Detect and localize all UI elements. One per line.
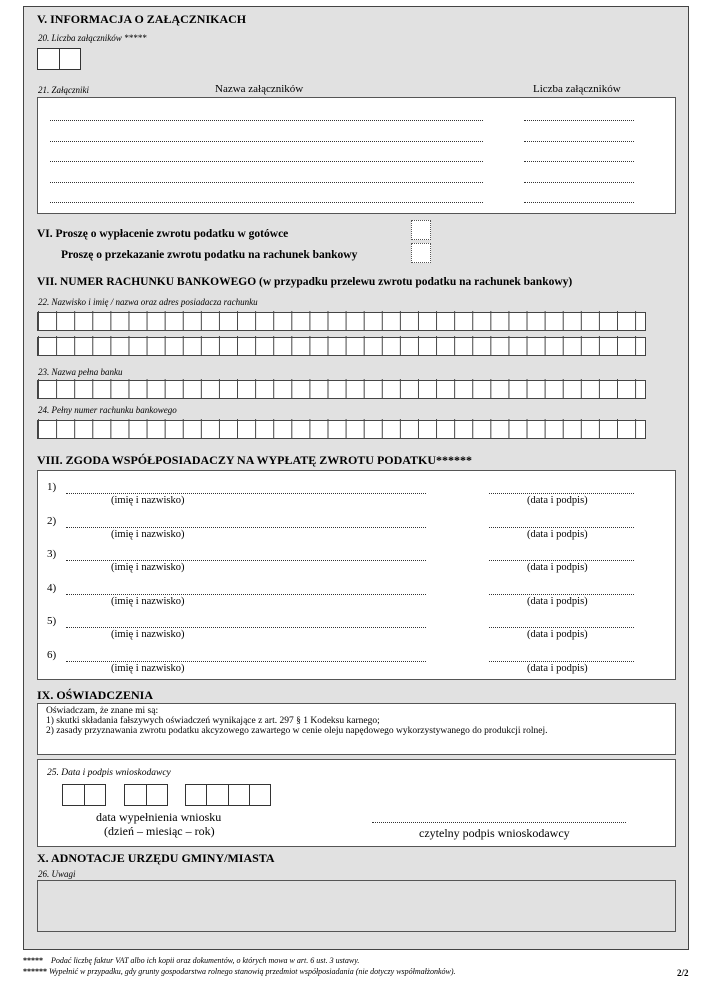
co-owner-signature-line[interactable] (489, 661, 634, 662)
co-owner-number: 6) (47, 648, 57, 661)
section-v-title: V. INFORMACJA O ZAŁĄCZNIKACH (37, 12, 247, 26)
co-owner-name-caption: (imię i nazwisko) (111, 495, 185, 506)
footnote-6-marker: ****** (23, 967, 47, 976)
cash-refund-label: VI. Proszę o wypłacenie zwrotu podatku w gotówce (37, 228, 289, 240)
page-number: 2/2 (677, 968, 689, 978)
footnote-6-text: Wypełnić w przypadku, gdy grunty gospodarstwa rolnego stanowią przedmiot współposiadania (nie dotyczy współmałżonków). (49, 967, 456, 976)
co-owner-name-line[interactable] (66, 627, 426, 628)
co-owner-signature-line[interactable] (489, 527, 634, 528)
co-owner-sign-caption: (data i podpis) (527, 629, 588, 640)
applicant-signature-line[interactable] (372, 822, 626, 823)
footnote-5 (23, 956, 359, 965)
col-attachment-name: Nazwa załączników (215, 83, 304, 95)
co-owner-number: 3) (47, 548, 57, 560)
field-20-label: 20. Liczba załączników ***** (38, 33, 147, 43)
co-owner-sign-caption: (data i podpis) (527, 662, 588, 674)
co-owner-name-line[interactable] (66, 661, 426, 662)
attachment-name-line[interactable] (50, 202, 483, 203)
co-owner-signature-line[interactable] (489, 493, 634, 494)
co-owner-name-line[interactable] (66, 594, 426, 595)
field-21-label: 21. Załączniki (38, 85, 89, 95)
co-owner-name-caption: (imię i nazwisko) (111, 528, 185, 540)
attachment-name-line[interactable] (50, 141, 483, 142)
field-24-label: 24. Pełny numer rachunku bankowego (38, 405, 177, 415)
footnote-6 (23, 967, 456, 976)
field-23-label: 23. Nazwa pełna banku (38, 367, 123, 377)
co-owner-sign-caption: (data i podpis) (527, 528, 588, 540)
account-holder-line-1[interactable] (37, 312, 646, 331)
attachment-name-line[interactable] (50, 182, 483, 183)
transfer-refund-label: Proszę o przekazanie zwrotu podatku na rachunek bankowy (61, 249, 358, 261)
attachment-count-line[interactable] (524, 161, 634, 162)
co-owner-name-caption: (imię i nazwisko) (111, 629, 185, 640)
co-owner-number: 2) (47, 514, 57, 527)
section-vii-title: VII. NUMER RACHUNKU BANKOWEGO (w przypadku przelewu zwrotu podatku na rachunek bankowy) (37, 276, 573, 288)
col-attachment-count: Liczba załączników (533, 83, 621, 95)
declarations-box (37, 703, 676, 755)
date-format-caption: (dzień – miesiąc – rok) (104, 824, 215, 838)
field-22-label: 22. Nazwisko i imię / nazwa oraz adres posiadacza rachunku (38, 297, 258, 307)
cash-refund-checkbox[interactable] (411, 220, 431, 240)
field-26-label: 26. Uwagi (38, 869, 76, 879)
co-owner-name-line[interactable] (66, 560, 426, 561)
date-day-input[interactable] (62, 784, 106, 806)
co-owner-sign-caption: (data i podpis) (527, 495, 588, 506)
attachment-name-line[interactable] (50, 120, 483, 121)
notes-input[interactable] (37, 880, 676, 932)
co-owner-name-caption: (imię i nazwisko) (111, 595, 185, 607)
co-owner-signature-line[interactable] (489, 594, 634, 595)
footnote-5-text: Podać liczbę faktur VAT albo ich kopii oraz dokumentów, o których mowa w art. 6 ust. 3 ustawy. (51, 956, 360, 965)
co-owner-number: 4) (47, 581, 57, 594)
signature-caption: czytelny podpis wnioskodawcy (419, 826, 570, 840)
declaration-item-1: 1) skutki składania fałszywych oświadczeń wynikające z art. 297 § 1 Kodeksu karnego; (46, 716, 380, 726)
attachment-count-line[interactable] (524, 141, 634, 142)
section-ix-title: IX. OŚWIADCZENIA (37, 688, 154, 702)
co-owner-name-line[interactable] (66, 527, 426, 528)
declaration-item-2: 2) zasady przyznawania zwrotu podatku akcyzowego zawartego w cenie oleju napędowego wykorzystywanego do produkcji rolnej. (46, 726, 548, 736)
date-month-input[interactable] (124, 784, 168, 806)
attachment-name-line[interactable] (50, 161, 483, 162)
co-owner-signature-line[interactable] (489, 560, 634, 561)
co-owners-consent-box (37, 470, 676, 680)
co-owner-number: 5) (47, 615, 57, 627)
co-owner-name-line[interactable] (66, 493, 426, 494)
attachment-count-line[interactable] (524, 202, 634, 203)
section-viii-title: VIII. ZGODA WSPÓŁPOSIADACZY NA WYPŁATĘ ZWROTU PODATKU****** (37, 453, 473, 467)
date-caption: data wypełnienia wniosku (96, 810, 222, 824)
co-owner-sign-caption: (data i podpis) (527, 562, 588, 573)
section-x-title: X. ADNOTACJE URZĘDU GMINY/MIASTA (37, 851, 275, 865)
co-owner-name-caption: (imię i nazwisko) (111, 562, 185, 573)
footnote-5-marker: ***** (23, 956, 43, 965)
date-year-input[interactable] (185, 784, 271, 806)
co-owner-sign-caption: (data i podpis) (527, 595, 588, 607)
bank-name-input[interactable] (37, 380, 646, 399)
attachments-list-box (37, 97, 676, 214)
attachment-count-input[interactable] (37, 48, 81, 70)
bank-account-number-input[interactable] (37, 420, 646, 439)
co-owner-signature-line[interactable] (489, 627, 634, 628)
field-25-label: 25. Data i podpis wnioskodawcy (47, 768, 171, 778)
applicant-signature-box (37, 759, 676, 847)
attachment-count-line[interactable] (524, 182, 634, 183)
account-holder-line-2[interactable] (37, 337, 646, 356)
transfer-refund-checkbox[interactable] (411, 243, 431, 263)
co-owner-number: 1) (47, 481, 57, 493)
declaration-intro: Oświadczam, że znane mi są: (46, 706, 159, 716)
co-owner-name-caption: (imię i nazwisko) (111, 662, 185, 674)
attachment-count-line[interactable] (524, 120, 634, 121)
